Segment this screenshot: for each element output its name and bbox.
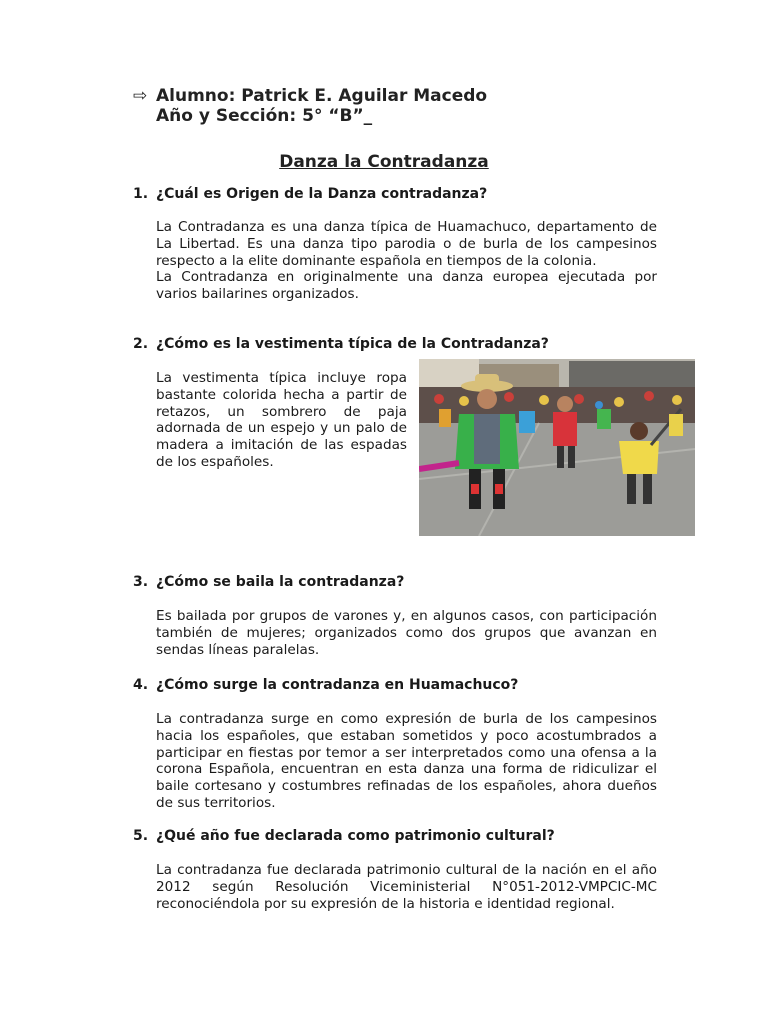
question-1: [133, 186, 487, 202]
question-4: [133, 677, 518, 693]
answer-paragraph: La Contradanza es una danza típica de Huamachuco, departamento de La Libertad. Es una danza tipo parodia o de burla de los campesinos respecto a la elite dominante española en tiempos de la colonia.: [156, 219, 657, 269]
answer-paragraph: La vestimenta típica incluye ropa bastante colorida hecha a partir de retazos, un sombrero de paja adornada de un espejo y un palo de madera a imitación de las espadas de los españoles.: [156, 370, 407, 470]
question-text: ¿Cuál es Origen de la Danza contradanza?: [156, 186, 488, 202]
section-line: Año y Sección: 5° “B”_: [156, 106, 373, 126]
answer-paragraph: La contradanza surge en como expresión de burla de los campesinos hacia los españoles, que estaban sometidos y poco acostumbrados a participar en fiestas por temor a ser interpretados como una ofensa a la corona Española, encuentran en esta danza una forma de ridiculizar el baile cortesano y costumbres refinadas de los españoles, ahora dueños de sus territorios.: [156, 711, 657, 811]
answer-4: [156, 711, 657, 812]
answer-paragraph: La contradanza fue declarada patrimonio cultural de la nación en el año 2012 según Resolución Viceministerial N°051-2012-VMPCIC-MC reconociéndola por su expresión de la historia e identidad regional.: [156, 862, 657, 912]
dancers-illustration: [419, 359, 695, 536]
question-text: ¿Cómo surge la contradanza en Huamachuco?: [156, 677, 519, 693]
question-number: 3.: [133, 574, 149, 590]
answer-1: [156, 219, 657, 303]
answer-2: [156, 370, 407, 471]
question-3: [133, 574, 404, 590]
student-name: Alumno: Patrick E. Aguilar Macedo: [156, 86, 488, 106]
question-text: ¿Cómo se baila la contradanza?: [156, 574, 405, 590]
document-title: Danza la Contradanza: [279, 152, 489, 172]
question-2: [133, 336, 549, 352]
question-5: [133, 828, 555, 844]
question-number: 2.: [133, 336, 149, 352]
question-number: 1.: [133, 186, 149, 202]
question-number: 5.: [133, 828, 149, 844]
answer-paragraph: La Contradanza en originalmente una danza europea ejecutada por varios bailarines organizados.: [156, 269, 657, 303]
answer-paragraph: Es bailada por grupos de varones y, en algunos casos, con participación también de mujeres; organizados como dos grupos que avanzan en sendas líneas paralelas.: [156, 608, 657, 658]
answer-5: [156, 862, 657, 912]
question-text: ¿Qué año fue declarada como patrimonio cultural?: [156, 828, 555, 844]
question-text: ¿Cómo es la vestimenta típica de la Contradanza?: [156, 336, 549, 352]
dancers-photo: [419, 359, 695, 536]
answer-3: [156, 608, 657, 658]
arrow-icon: ⇨: [133, 86, 148, 106]
question-number: 4.: [133, 677, 149, 693]
